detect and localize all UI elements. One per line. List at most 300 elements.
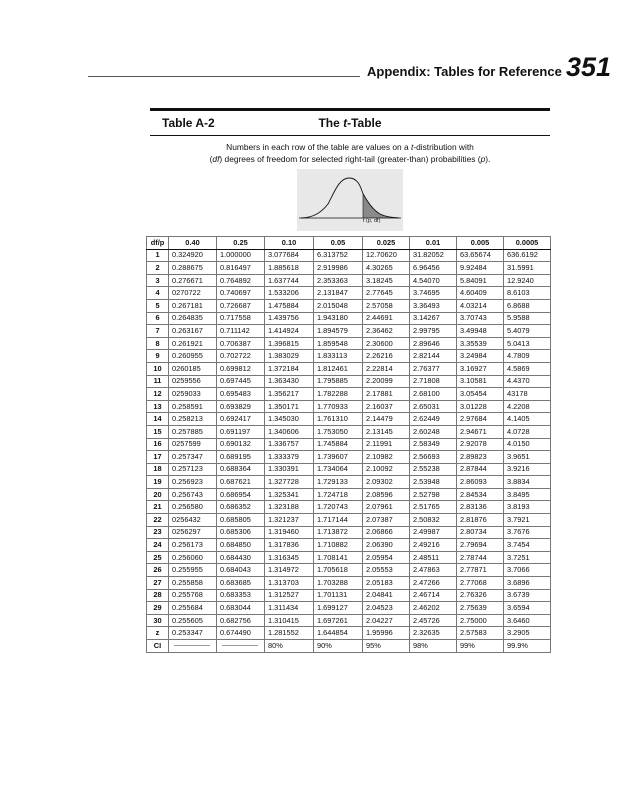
t-table [146, 236, 551, 653]
table-cell: 1.745884 [314, 438, 363, 451]
table-cell: 1.336757 [265, 438, 314, 451]
table-row [147, 312, 551, 325]
row-label: 7 [147, 325, 169, 338]
table-cell: 5.9588 [504, 312, 551, 325]
table-cell: 0.686352 [217, 501, 265, 514]
table-cell: 0.682756 [217, 614, 265, 627]
table-cell: 0259556 [169, 375, 217, 388]
table-cell: 1.350171 [265, 400, 314, 413]
table-cell: 3.7921 [504, 514, 551, 527]
ci-empty-cell [217, 640, 265, 653]
table-cell: 1.340606 [265, 425, 314, 438]
table-cell: 0.267181 [169, 299, 217, 312]
table-cell: 2.97684 [457, 413, 504, 426]
table-cell: 2.32635 [410, 627, 457, 640]
table-cell: 2.84534 [457, 488, 504, 501]
table-cell: 0.684043 [217, 564, 265, 577]
table-cell: 2.49216 [410, 539, 457, 552]
table-row [147, 337, 551, 350]
table-cell: 6.313752 [314, 249, 363, 262]
caption-1a: Numbers in each row of the table are values on a [226, 142, 411, 152]
table-cell: 2.82144 [410, 350, 457, 363]
row-label: 14 [147, 413, 169, 426]
table-row [147, 249, 551, 262]
table-cell: 1.708141 [314, 551, 363, 564]
row-label: 29 [147, 602, 169, 615]
table-cell: 1.323188 [265, 501, 314, 514]
table-cell: 0.702722 [217, 350, 265, 363]
table-cell: 4.30265 [363, 262, 410, 275]
table-caption [150, 141, 550, 165]
table-cell: 0.264835 [169, 312, 217, 325]
table-cell: 2.04227 [363, 614, 410, 627]
table-cell: 2.20099 [363, 375, 410, 388]
table-row [147, 375, 551, 388]
table-cell: 2.58349 [410, 438, 457, 451]
table-cell: 0260185 [169, 362, 217, 375]
table-cell: 3.9651 [504, 451, 551, 464]
table-cell: 2.49987 [410, 526, 457, 539]
table-cell: 1.710882 [314, 539, 363, 552]
table-cell: 0.257885 [169, 425, 217, 438]
table-row [147, 614, 551, 627]
ci-empty-cell [169, 640, 217, 653]
table-cell: 1.396815 [265, 337, 314, 350]
table-cell: 2.11991 [363, 438, 410, 451]
table-cell: 4.4370 [504, 375, 551, 388]
table-cell: 0.258591 [169, 400, 217, 413]
table-cell: 3.05454 [457, 388, 504, 401]
table-cell: 0270722 [169, 287, 217, 300]
table-cell: 2.71808 [410, 375, 457, 388]
bell-curve-line [301, 178, 399, 218]
table-cell: 1.313703 [265, 577, 314, 590]
table-title-suffix: -Table [347, 116, 382, 130]
row-label: 19 [147, 476, 169, 489]
table-cell: 0.256060 [169, 551, 217, 564]
table-cell: 2.77068 [457, 577, 504, 590]
row-label: 3 [147, 274, 169, 287]
table-cell: 0.695483 [217, 388, 265, 401]
table-cell: 0.257347 [169, 451, 217, 464]
table-cell: 2.45726 [410, 614, 457, 627]
caption-2c: ). [485, 154, 491, 164]
table-cell: 0.255768 [169, 589, 217, 602]
table-cell: 636.6192 [504, 249, 551, 262]
table-cell: 0256432 [169, 514, 217, 527]
table-cell: 2.99795 [410, 325, 457, 338]
table-cell: 5.4079 [504, 325, 551, 338]
row-label: 10 [147, 362, 169, 375]
table-cell: 0.691197 [217, 425, 265, 438]
table-cell: 2.89646 [410, 337, 457, 350]
row-label: 26 [147, 564, 169, 577]
table-cell: 2.48511 [410, 551, 457, 564]
table-cell: 3.6460 [504, 614, 551, 627]
table-cell: 2.36462 [363, 325, 410, 338]
table-cell: 0.706387 [217, 337, 265, 350]
table-cell: 43178 [504, 388, 551, 401]
ci-row-label: CI [147, 640, 169, 653]
table-cell: 2.08596 [363, 488, 410, 501]
header-prob-2: 0.25 [217, 237, 265, 250]
table-cell: 4.7809 [504, 350, 551, 363]
row-label: 1 [147, 249, 169, 262]
table-cell: 2.07961 [363, 501, 410, 514]
table-row [147, 451, 551, 464]
table-cell: 31.82052 [410, 249, 457, 262]
table-cell: 2.75000 [457, 614, 504, 627]
table-cell: 4.1405 [504, 413, 551, 426]
table-row [147, 488, 551, 501]
table-cell: 1.724718 [314, 488, 363, 501]
table-cell: 1.701131 [314, 589, 363, 602]
table-cell: 1.311434 [265, 602, 314, 615]
table-cell: 3.14267 [410, 312, 457, 325]
table-header-row [147, 237, 551, 250]
row-label: 8 [147, 337, 169, 350]
table-cell: 1.717144 [314, 514, 363, 527]
table-cell: 3.74695 [410, 287, 457, 300]
table-cell: 2.53948 [410, 476, 457, 489]
table-cell: 2.46202 [410, 602, 457, 615]
table-cell: 2.22814 [363, 362, 410, 375]
table-cell: 2.26216 [363, 350, 410, 363]
table-cell: 3.6739 [504, 589, 551, 602]
table-cell: 1.316345 [265, 551, 314, 564]
table-cell: 2.353363 [314, 274, 363, 287]
table-cell: 4.0728 [504, 425, 551, 438]
table-row [147, 463, 551, 476]
table-cell: 1.720743 [314, 501, 363, 514]
row-label: 22 [147, 514, 169, 527]
table-cell: 0.257123 [169, 463, 217, 476]
table-cell: 3.49948 [457, 325, 504, 338]
table-cell: 0.288675 [169, 262, 217, 275]
row-label: 21 [147, 501, 169, 514]
ci-cell: 98% [410, 640, 457, 653]
table-cell: 2.77645 [363, 287, 410, 300]
header-rule [88, 76, 360, 77]
table-cell: 0.256743 [169, 488, 217, 501]
table-cell: 0.726687 [217, 299, 265, 312]
ci-cell: 95% [363, 640, 410, 653]
table-cell: 0.687621 [217, 476, 265, 489]
table-cell: 0.688364 [217, 463, 265, 476]
table-cell: 2.015048 [314, 299, 363, 312]
table-cell: 2.30600 [363, 337, 410, 350]
table-cell: 6.96456 [410, 262, 457, 275]
table-row [147, 299, 551, 312]
table-cell: 2.04523 [363, 602, 410, 615]
table-cell: 0.683353 [217, 589, 265, 602]
table-cell: 0259033 [169, 388, 217, 401]
table-cell: 1.312527 [265, 589, 314, 602]
table-cell: 2.57583 [457, 627, 504, 640]
table-cell: 0.255684 [169, 602, 217, 615]
table-cell: 0.255955 [169, 564, 217, 577]
table-title [150, 116, 550, 130]
caption-2df: df [212, 154, 220, 164]
table-cell: 2.04841 [363, 589, 410, 602]
table-cell: 0.689195 [217, 451, 265, 464]
table-cell: 2.17881 [363, 388, 410, 401]
table-cell: 1.729133 [314, 476, 363, 489]
table-cell: 2.14479 [363, 413, 410, 426]
row-label: 17 [147, 451, 169, 464]
table-row [147, 501, 551, 514]
table-cell: 2.47266 [410, 577, 457, 590]
table-cell: 0.255605 [169, 614, 217, 627]
table-cell: 3.70743 [457, 312, 504, 325]
table-cell: 3.6594 [504, 602, 551, 615]
table-cell: 2.86093 [457, 476, 504, 489]
row-label: 11 [147, 375, 169, 388]
caption-line-1 [150, 141, 550, 153]
ci-cell: 80% [265, 640, 314, 653]
table-cell: 2.10092 [363, 463, 410, 476]
table-cell: 2.13145 [363, 425, 410, 438]
table-cell: 1.321237 [265, 514, 314, 527]
table-container [150, 108, 550, 231]
table-cell: 2.83136 [457, 501, 504, 514]
table-cell: 0.324920 [169, 249, 217, 262]
table-cell: 1.699127 [314, 602, 363, 615]
table-cell: 1.319460 [265, 526, 314, 539]
table-cell: 1.325341 [265, 488, 314, 501]
distribution-figure [297, 169, 403, 231]
table-cell: 2.47863 [410, 564, 457, 577]
table-cell: 4.2208 [504, 400, 551, 413]
table-cell: 2.87844 [457, 463, 504, 476]
table-cell: 2.52798 [410, 488, 457, 501]
table-row [147, 627, 551, 640]
caption-1t: t [410, 142, 414, 152]
table-cell: 0.258213 [169, 413, 217, 426]
row-label: z [147, 627, 169, 640]
figure-label: t (p, df) [363, 218, 381, 224]
table-row [147, 602, 551, 615]
table-cell: 2.76326 [457, 589, 504, 602]
table-cell: 3.8495 [504, 488, 551, 501]
table-cell: 0.674490 [217, 627, 265, 640]
table-cell: 0.683685 [217, 577, 265, 590]
table-cell: 0.816497 [217, 262, 265, 275]
table-cell: 12.70620 [363, 249, 410, 262]
table-row [147, 438, 551, 451]
table-cell: 1.372184 [265, 362, 314, 375]
ci-row [147, 640, 551, 653]
table-cell: 8.6103 [504, 287, 551, 300]
table-cell: 2.68100 [410, 388, 457, 401]
header-prob-8: 0.0005 [504, 237, 551, 250]
table-cell: 0.764892 [217, 274, 265, 287]
header-prob-6: 0.01 [410, 237, 457, 250]
row-label: 2 [147, 262, 169, 275]
table-cell: 5.0413 [504, 337, 551, 350]
table-cell: 0.685805 [217, 514, 265, 527]
table-cell: 2.57058 [363, 299, 410, 312]
table-row [147, 564, 551, 577]
table-cell: 2.06390 [363, 539, 410, 552]
table-cell: 2.44691 [363, 312, 410, 325]
table-row [147, 551, 551, 564]
table-row [147, 526, 551, 539]
row-label: 16 [147, 438, 169, 451]
table-cell: 1.363430 [265, 375, 314, 388]
table-cell: 2.81876 [457, 514, 504, 527]
table-cell: 1.475884 [265, 299, 314, 312]
table-cell: 3.16927 [457, 362, 504, 375]
table-row [147, 350, 551, 363]
table-cell: 0.717558 [217, 312, 265, 325]
row-label: 4 [147, 287, 169, 300]
row-label: 18 [147, 463, 169, 476]
table-row [147, 400, 551, 413]
table-id: Table A-2 [162, 116, 215, 130]
table-cell: 0.256923 [169, 476, 217, 489]
table-cell: 3.7251 [504, 551, 551, 564]
table-row [147, 388, 551, 401]
table-row [147, 577, 551, 590]
table-cell: 3.10581 [457, 375, 504, 388]
table-cell: 0.699812 [217, 362, 265, 375]
table-cell: 1.414924 [265, 325, 314, 338]
table-cell: 1.356217 [265, 388, 314, 401]
table-cell: 6.8688 [504, 299, 551, 312]
dash-line [222, 645, 258, 646]
table-cell: 2.05954 [363, 551, 410, 564]
table-cell: 3.7676 [504, 526, 551, 539]
table-cell: 12.9240 [504, 274, 551, 287]
dash-line [174, 645, 210, 646]
table-row [147, 476, 551, 489]
table-cell: 2.77871 [457, 564, 504, 577]
table-cell: 0257599 [169, 438, 217, 451]
table-cell: 3.18245 [363, 274, 410, 287]
table-cell: 4.0150 [504, 438, 551, 451]
table-title-italic: t [343, 116, 348, 130]
table-cell: 31.5991 [504, 262, 551, 275]
header-prob-5: 0.025 [363, 237, 410, 250]
page-number: 351 [566, 52, 612, 82]
row-label: 12 [147, 388, 169, 401]
table-cell: 1.383029 [265, 350, 314, 363]
table-cell: 3.8834 [504, 476, 551, 489]
table-cell: 3.7066 [504, 564, 551, 577]
table-cell: 5.84091 [457, 274, 504, 287]
table-cell: 2.60248 [410, 425, 457, 438]
table-cell: 0256297 [169, 526, 217, 539]
table-cell: 2.50832 [410, 514, 457, 527]
table-cell: 0.740697 [217, 287, 265, 300]
table-cell: 1.705618 [314, 564, 363, 577]
table-cell: 1.281552 [265, 627, 314, 640]
table-cell: 3.36493 [410, 299, 457, 312]
table-title-row [150, 111, 550, 136]
table-cell: 2.94671 [457, 425, 504, 438]
table-cell: 2.89823 [457, 451, 504, 464]
table-cell: 2.05553 [363, 564, 410, 577]
table-row [147, 514, 551, 527]
table-cell: 2.07387 [363, 514, 410, 527]
ci-cell: 90% [314, 640, 363, 653]
table-row [147, 325, 551, 338]
caption-2p: p [480, 154, 486, 164]
table-cell: 0.260955 [169, 350, 217, 363]
table-cell: 1.000000 [217, 249, 265, 262]
table-cell: 3.6896 [504, 577, 551, 590]
table-cell: 0.256173 [169, 539, 217, 552]
table-cell: 4.60409 [457, 287, 504, 300]
table-cell: 2.55238 [410, 463, 457, 476]
table-cell: 3.8193 [504, 501, 551, 514]
table-cell: 2.80734 [457, 526, 504, 539]
ci-cell: 99.9% [504, 640, 551, 653]
table-cell: 0.685306 [217, 526, 265, 539]
table-cell: 0.276671 [169, 274, 217, 287]
header-prob-4: 0.05 [314, 237, 363, 250]
table-row [147, 287, 551, 300]
table-cell: 0.263167 [169, 325, 217, 338]
table-cell: 1.734064 [314, 463, 363, 476]
table-row [147, 589, 551, 602]
running-header: Appendix: Tables for Reference [367, 64, 562, 79]
table-cell: 2.75639 [457, 602, 504, 615]
table-cell: 1.713872 [314, 526, 363, 539]
table-cell: 1.345030 [265, 413, 314, 426]
table-row [147, 262, 551, 275]
table-cell: 2.79694 [457, 539, 504, 552]
caption-1b: -distribution with [413, 142, 474, 152]
table-cell: 1.95996 [363, 627, 410, 640]
header-prob-7: 0.005 [457, 237, 504, 250]
table-cell: 0.684850 [217, 539, 265, 552]
table-cell: 1.739607 [314, 451, 363, 464]
row-label: 15 [147, 425, 169, 438]
row-label: 9 [147, 350, 169, 363]
table-cell: 1.812461 [314, 362, 363, 375]
row-label: 23 [147, 526, 169, 539]
table-row [147, 362, 551, 375]
row-label: 25 [147, 551, 169, 564]
table-cell: 0.255858 [169, 577, 217, 590]
table-cell: 0.686954 [217, 488, 265, 501]
table-cell: 2.76377 [410, 362, 457, 375]
table-cell: 0.711142 [217, 325, 265, 338]
table-cell: 2.78744 [457, 551, 504, 564]
table-cell: 2.56693 [410, 451, 457, 464]
row-label: 13 [147, 400, 169, 413]
table-cell: 0.697445 [217, 375, 265, 388]
table-cell: 3.077684 [265, 249, 314, 262]
table-cell: 3.01228 [457, 400, 504, 413]
table-cell: 4.5869 [504, 362, 551, 375]
table-cell: 1.761310 [314, 413, 363, 426]
header-prob-1: 0.40 [169, 237, 217, 250]
table-cell: 1.333379 [265, 451, 314, 464]
table-cell: 4.03214 [457, 299, 504, 312]
table-cell: 2.16037 [363, 400, 410, 413]
table-cell: 3.9216 [504, 463, 551, 476]
table-cell: 1.697261 [314, 614, 363, 627]
row-label: 24 [147, 539, 169, 552]
table-cell: 1.637744 [265, 274, 314, 287]
caption-2b: ) degrees of freedom for selected right-tail (greater-than) probabilities ( [219, 154, 481, 164]
table-title-prefix: The [318, 116, 344, 130]
row-label: 27 [147, 577, 169, 590]
table-cell: 2.62449 [410, 413, 457, 426]
